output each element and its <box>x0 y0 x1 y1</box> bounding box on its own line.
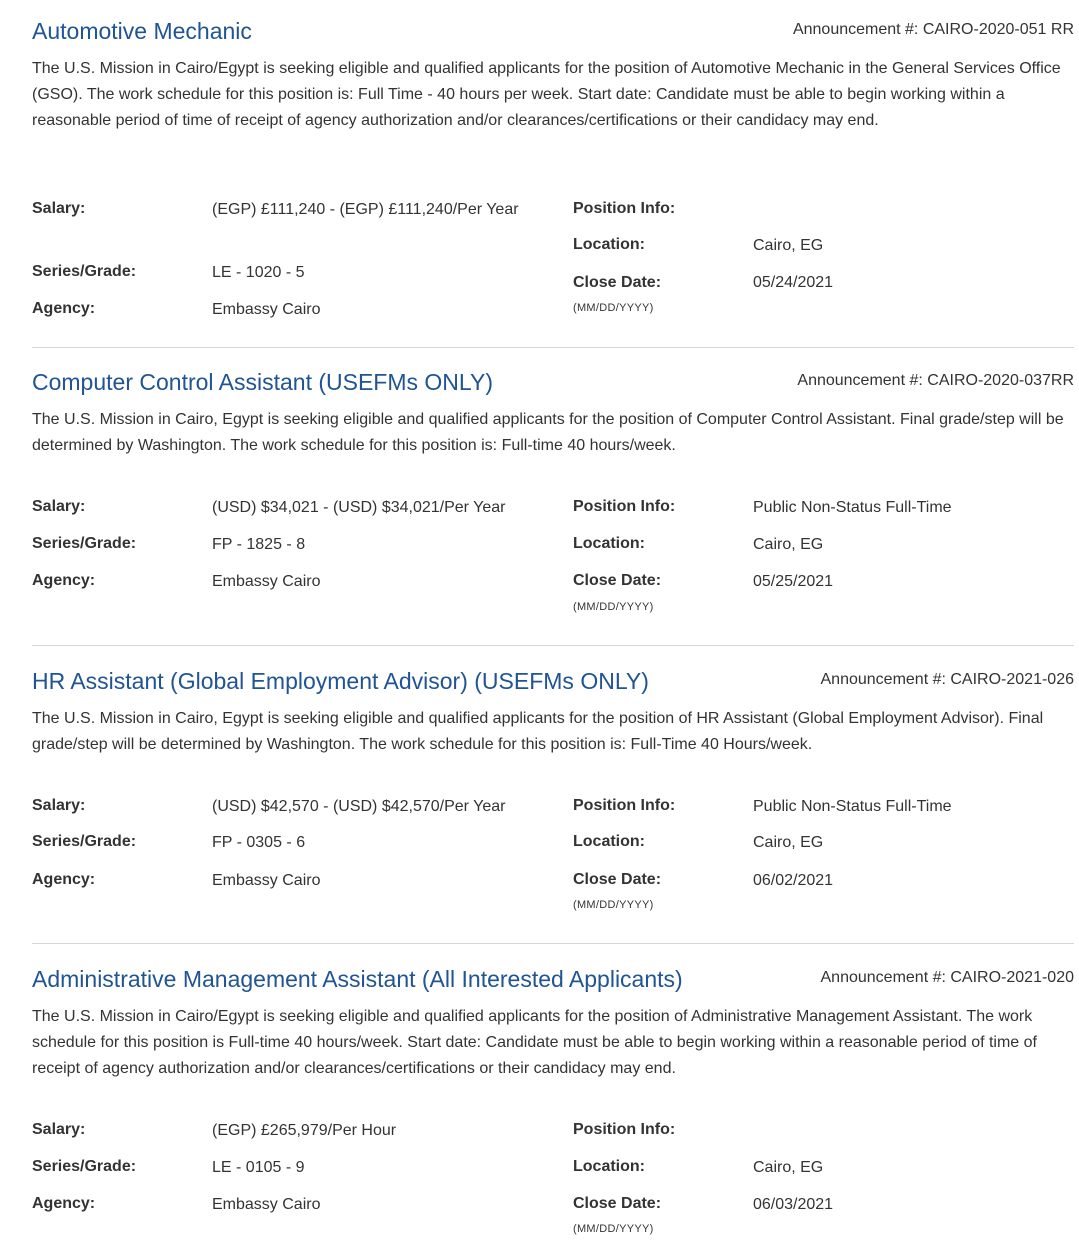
close-date-label: Close Date: <box>573 274 662 291</box>
agency-label: Agency: <box>32 1195 96 1212</box>
series-grade-label: Series/Grade: <box>32 263 137 280</box>
job-description: The U.S. Mission in Cairo/Egypt is seeking eligible and qualified applicants for the position of Automotive Mechanic in the General Services Office (GSO). The work schedule for this position is: Full Time - 40 hours per week. Start date: Candidate must be able to begin working within a reasonable period of time of receipt of agency authorization and/or clearances/certifications or their candidacy may end. <box>32 60 1061 129</box>
salary-label: Salary: <box>32 498 86 515</box>
position-info-value: Public Non-Status Full-Time <box>753 798 952 815</box>
series-grade-label: Series/Grade: <box>32 833 137 850</box>
agency-value: Embassy Cairo <box>212 1196 321 1213</box>
divider <box>32 943 1074 944</box>
location-label: Location: <box>573 535 645 552</box>
salary-label: Salary: <box>32 797 86 814</box>
announcement-number <box>793 21 1074 39</box>
announcement-value: CAIRO-2020-037RR <box>927 372 1074 389</box>
location-value: Cairo, EG <box>753 834 824 851</box>
salary-value: (USD) $42,570 - (USD) $42,570/Per Year <box>212 798 506 815</box>
agency-value: Embassy Cairo <box>212 573 321 590</box>
salary-value: (USD) $34,021 - (USD) $34,021/Per Year <box>212 499 506 516</box>
position-info-label: Position Info: <box>573 797 676 814</box>
date-format-hint: (MM/DD/YYYY) <box>573 1223 654 1235</box>
close-date-label: Close Date: <box>573 1195 662 1212</box>
announcement-value: CAIRO-2021-026 <box>950 671 1074 688</box>
close-date-label: Close Date: <box>573 572 662 589</box>
close-date-value: 05/24/2021 <box>753 274 834 291</box>
job-description: The U.S. Mission in Cairo, Egypt is seeking eligible and qualified applicants for the position of Computer Control Assistant. Final grade/step will be determined by Washington. The work schedule for this position is: Full-time 40 hours/week. <box>32 411 1064 454</box>
location-value: Cairo, EG <box>753 237 824 254</box>
salary-value: (EGP) £111,240 - (EGP) £111,240/Per Year <box>212 201 519 218</box>
agency-label: Agency: <box>32 572 96 589</box>
series-grade-label: Series/Grade: <box>32 535 137 552</box>
announcement-label: Announcement #: <box>820 671 946 688</box>
announcement-number <box>797 372 1074 390</box>
announcement-number <box>821 969 1075 987</box>
announcement-label: Announcement #: <box>792 21 919 38</box>
location-label: Location: <box>573 833 645 850</box>
agency-value: Embassy Cairo <box>212 301 321 318</box>
location-label: Location: <box>573 236 645 253</box>
location-value: Cairo, EG <box>753 536 824 553</box>
position-info-label: Position Info: <box>573 1121 676 1138</box>
agency-value: Embassy Cairo <box>212 872 321 889</box>
announcement-value: CAIRO-2020-051 RR <box>922 21 1074 38</box>
series-grade-value: FP - 1825 - 8 <box>212 536 306 553</box>
announcement-value: CAIRO-2021-020 <box>950 969 1074 986</box>
series-grade-value: FP - 0305 - 6 <box>212 834 306 851</box>
close-date-value: 06/02/2021 <box>753 872 834 889</box>
announcement-label: Announcement #: <box>797 372 923 389</box>
series-grade-value: LE - 0105 - 9 <box>212 1159 305 1176</box>
agency-label: Agency: <box>32 871 96 888</box>
series-grade-label: Series/Grade: <box>32 1158 137 1175</box>
job-description: The U.S. Mission in Cairo, Egypt is seeking eligible and qualified applicants for the position of HR Assistant (Global Employment Advisor). Final grade/step will be determined by Washington. The work schedule for this position is: Full-Time 40 Hours/week. <box>32 710 1044 753</box>
position-info-label: Position Info: <box>573 200 676 217</box>
announcement-number <box>821 671 1075 689</box>
job-title-link[interactable]: Administrative Management Assistant (All Interested Applicants) <box>32 966 683 992</box>
job-title-link[interactable]: HR Assistant (Global Employment Advisor) (USEFMs ONLY) <box>32 668 649 694</box>
agency-label: Agency: <box>32 300 96 317</box>
job-title-link[interactable]: Automotive Mechanic <box>32 18 252 44</box>
series-grade-value: LE - 1020 - 5 <box>212 264 305 281</box>
announcement-label: Announcement #: <box>820 969 946 986</box>
salary-label: Salary: <box>32 200 86 217</box>
job-title-link[interactable]: Computer Control Assistant (USEFMs ONLY) <box>32 369 493 395</box>
close-date-value: 05/25/2021 <box>753 573 834 590</box>
close-date-value: 06/03/2021 <box>753 1196 834 1213</box>
position-info-label: Position Info: <box>573 498 676 515</box>
date-format-hint: (MM/DD/YYYY) <box>573 899 654 911</box>
salary-label: Salary: <box>32 1121 86 1138</box>
location-value: Cairo, EG <box>753 1159 824 1176</box>
close-date-label: Close Date: <box>573 871 662 888</box>
location-label: Location: <box>573 1158 645 1175</box>
salary-value: (EGP) £265,979/Per Hour <box>212 1122 397 1139</box>
date-format-hint: (MM/DD/YYYY) <box>573 302 654 314</box>
divider <box>32 347 1074 348</box>
date-format-hint: (MM/DD/YYYY) <box>573 601 654 613</box>
divider <box>32 645 1074 646</box>
job-description: The U.S. Mission in Cairo/Egypt is seeking eligible and qualified applicants for the position of Administrative Management Assistant. The work schedule for this position is Full-time 40 hours/week. Start date: Candidate must be able to begin working within a reasonable period of time of receipt of agency authorization and/or clearances/certifications or their candidacy may end. <box>32 1008 1037 1077</box>
position-info-value: Public Non-Status Full-Time <box>753 499 952 516</box>
